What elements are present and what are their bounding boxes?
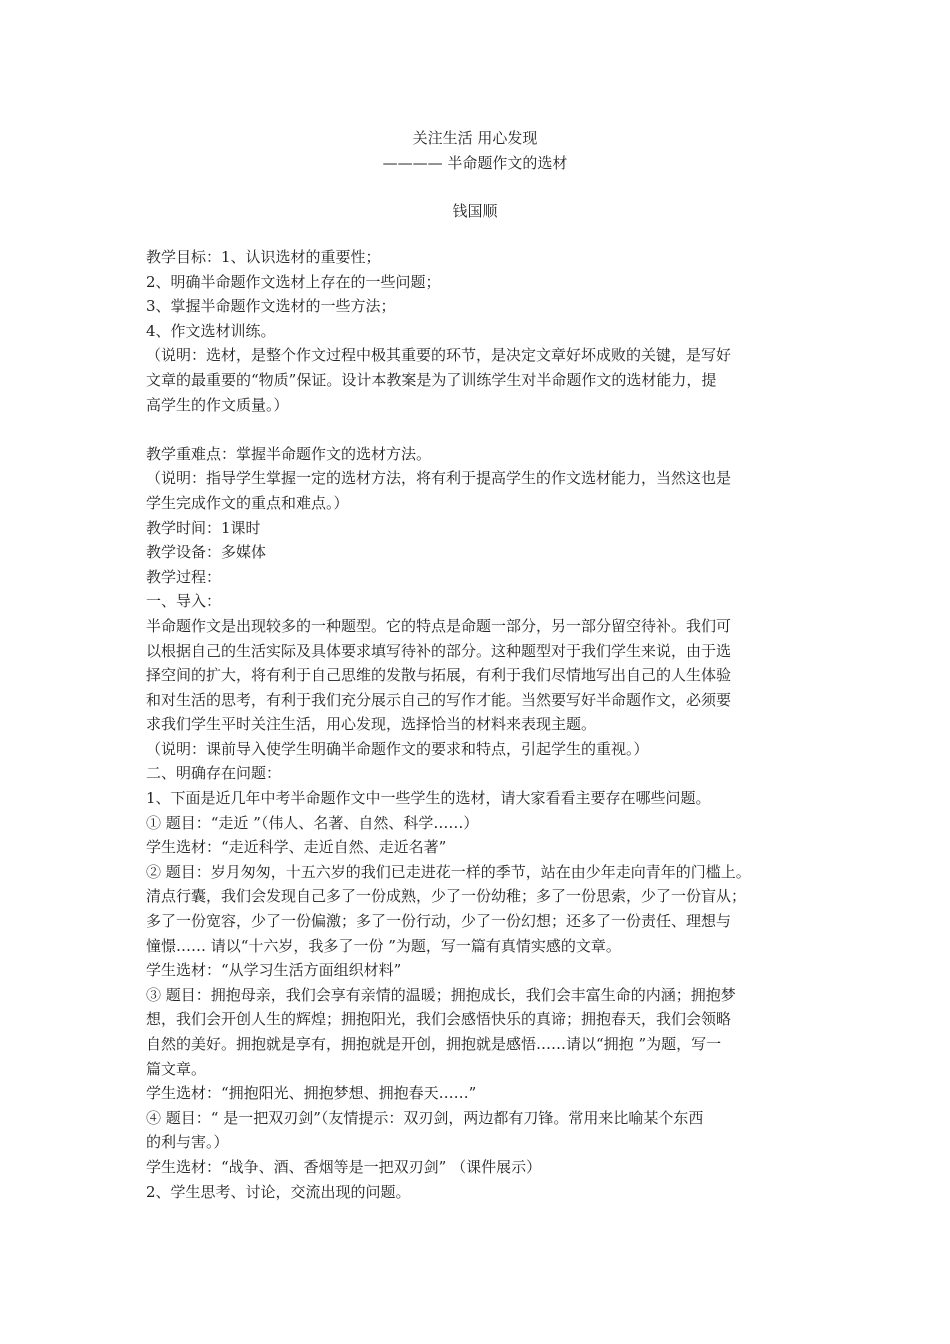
body-line: ② 题目：岁月匆匆，十五六岁的我们已走进花一样的季节，站在由少年走向青年的门槛上。 — [146, 862, 751, 881]
body-line: 4、作文选材训练。 — [146, 321, 276, 340]
body-line: 2、学生思考、讨论，交流出现的问题。 — [146, 1182, 411, 1201]
body-line: 教学目标：1、认识选材的重要性； — [146, 248, 381, 266]
body-line: 的利与害。） — [146, 1133, 229, 1152]
document-author: 钱国顺 — [452, 202, 498, 220]
body-line: （说明：课前导入使学生明确半命题作文的要求和特点，引起学生的重视。） — [146, 739, 649, 758]
body-line: 1、下面是近几年中考半命题作文中一些学生的选材，请大家看看主要存在哪些问题。 — [146, 789, 711, 808]
body-line: 清点行囊，我们会发现自己多了一份成熟，少了一份幼稚；多了一份思索，少了一份盲从； — [146, 887, 747, 906]
body-line: 择空间的扩大，将有利于自己思维的发散与拓展，有利于我们尽情地写出自己的人生体验 — [146, 666, 732, 685]
body-line: 学生完成作文的重点和难点。） — [146, 493, 349, 512]
blank-line — [146, 417, 816, 442]
document-title: 关注生活 用心发现 — [412, 129, 538, 147]
body-line: 和对生活的思考，有利于我们充分展示自己的写作才能。当然要写好半命题作文，必须要 — [146, 690, 732, 709]
body-line: 一、导入： — [146, 592, 222, 611]
document-body — [146, 245, 816, 1204]
body-line: 以根据自己的生活实际及具体要求填写待补的部分。这种题型对于我们学生来说，由于选 — [146, 641, 732, 660]
body-line: 半命题作文是出现较多的一种题型。它的特点是命题一部分，另一部分留空待补。我们可 — [146, 616, 732, 635]
body-line: 学生选材：“拥抱阳光、拥抱梦想、拥抱春天……” — [146, 1084, 477, 1103]
body-line: 学生选材：“从学习生活方面组织材料” — [146, 961, 402, 980]
body-line: ① 题目：“走近 ”（伟人、名著、自然、科学……） — [146, 813, 479, 832]
body-line: （说明：选材，是整个作文过程中极其重要的环节，是决定文章好坏成败的关键，是写好 — [146, 346, 732, 365]
body-line: 求我们学生平时关注生活，用心发现，选择恰当的材料来表现主题。 — [146, 715, 597, 734]
body-line: 多了一份宽容，少了一份偏激；多了一份行动，少了一份幻想；还多了一份责任、理想与 — [146, 912, 732, 931]
body-line: 2、明确半命题作文选材上存在的一些问题； — [146, 272, 441, 291]
body-line: 3、掌握半命题作文选材的一些方法； — [146, 297, 396, 316]
body-line: 自然的美好。拥抱就是享有，拥抱就是开创，拥抱就是感悟……请以“拥抱 ”为题，写一 — [146, 1035, 722, 1053]
body-line: 学生选材：“战争、酒、香烟等是一把双刃剑” （课件展示） — [146, 1157, 542, 1176]
body-line: （说明：指导学生掌握一定的选材方法，将有利于提高学生的作文选材能力，当然这也是 — [146, 469, 732, 488]
body-line: ③ 题目：拥抱母亲，我们会享有亲情的温暖；拥抱成长，我们会丰富生命的内涵；拥抱梦 — [146, 985, 736, 1004]
body-line: 篇文章。 — [146, 1059, 207, 1078]
body-line: 二、明确存在问题： — [146, 764, 282, 783]
body-line: 学生选材：“走近科学、走近自然、走近名著” — [146, 838, 447, 857]
body-line: 高学生的作文质量。） — [146, 395, 289, 414]
body-line: 文章的最重要的“物质”保证。设计本教案是为了训练学生对半命题作文的选材能力，提 — [146, 370, 717, 389]
body-line: 教学时间：1课时 — [146, 518, 261, 537]
body-line: 想，我们会开创人生的辉煌；拥抱阳光，我们会感悟快乐的真谛；拥抱春天，我们会领略 — [146, 1010, 732, 1029]
body-line: 教学设备：多媒体 — [146, 543, 267, 562]
body-line: ④ 题目：“ 是一把双刃剑”（友情提示：双刃剑，两边都有刀锋。常用来比喻某个东西 — [146, 1108, 704, 1127]
body-line: 憧憬…… 请以“十六岁，我多了一份 ”为题，写一篇有真情实感的文章。 — [146, 936, 621, 955]
body-line: 教学过程： — [146, 567, 222, 586]
document-subtitle: ———— 半命题作文的选材 — [382, 154, 568, 172]
body-line: 教学重难点：掌握半命题作文的选材方法。 — [146, 444, 432, 463]
